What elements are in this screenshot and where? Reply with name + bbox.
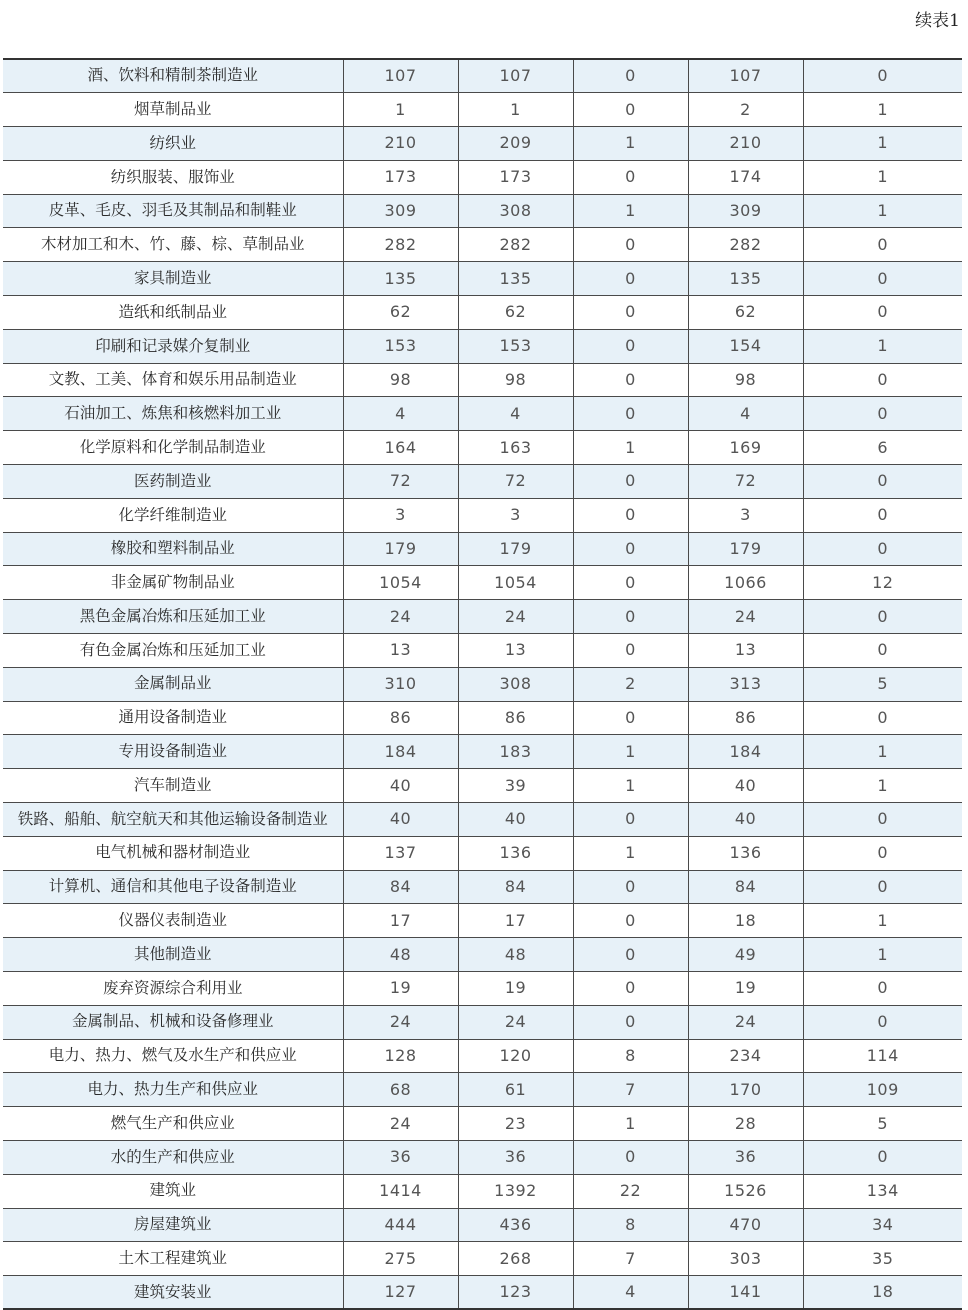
value-cell-col4: 184 (688, 735, 803, 769)
industry-name-cell: 燃气生产和供应业 (3, 1107, 343, 1141)
value-cell-col2: 173 (458, 160, 573, 194)
value-cell-col3: 0 (573, 160, 688, 194)
value-cell-col4: 169 (688, 431, 803, 465)
value-cell-col5: 0 (803, 870, 962, 904)
value-cell-col2: 1 (458, 93, 573, 127)
value-cell-col1: 17 (343, 904, 458, 938)
value-cell-col2: 3 (458, 498, 573, 532)
value-cell-col2: 98 (458, 363, 573, 397)
value-cell-col4: 470 (688, 1208, 803, 1242)
industry-name-cell: 化学纤维制造业 (3, 498, 343, 532)
value-cell-col2: 308 (458, 667, 573, 701)
value-cell-col1: 48 (343, 938, 458, 972)
value-cell-col4: 3 (688, 498, 803, 532)
industry-name-cell: 医药制造业 (3, 465, 343, 499)
value-cell-col5: 109 (803, 1073, 962, 1107)
industry-name-cell: 家具制造业 (3, 262, 343, 296)
value-cell-col5: 0 (803, 228, 962, 262)
industry-name-cell: 皮革、毛皮、羽毛及其制品和制鞋业 (3, 194, 343, 228)
value-cell-col3: 1 (573, 735, 688, 769)
table-row (3, 1039, 962, 1073)
industry-name-cell: 水的生产和供应业 (3, 1141, 343, 1175)
value-cell-col2: 282 (458, 228, 573, 262)
table-body (3, 59, 962, 1309)
value-cell-col2: 36 (458, 1141, 573, 1175)
value-cell-col1: 127 (343, 1276, 458, 1310)
value-cell-col2: 84 (458, 870, 573, 904)
value-cell-col3: 0 (573, 600, 688, 634)
value-cell-col1: 153 (343, 329, 458, 363)
value-cell-col4: 141 (688, 1276, 803, 1310)
value-cell-col2: 1392 (458, 1174, 573, 1208)
industry-name-cell: 化学原料和化学制品制造业 (3, 431, 343, 465)
table-row (3, 972, 962, 1006)
value-cell-col4: 62 (688, 296, 803, 330)
table-row (3, 600, 962, 634)
value-cell-col5: 0 (803, 363, 962, 397)
value-cell-col3: 0 (573, 972, 688, 1006)
value-cell-col2: 209 (458, 127, 573, 161)
value-cell-col5: 34 (803, 1208, 962, 1242)
value-cell-col4: 136 (688, 836, 803, 870)
value-cell-col3: 0 (573, 93, 688, 127)
value-cell-col1: 24 (343, 1107, 458, 1141)
value-cell-col3: 1 (573, 836, 688, 870)
value-cell-col1: 1 (343, 93, 458, 127)
value-cell-col2: 123 (458, 1276, 573, 1310)
industry-name-cell: 印刷和记录媒介复制业 (3, 329, 343, 363)
value-cell-col1: 137 (343, 836, 458, 870)
value-cell-col5: 5 (803, 667, 962, 701)
table-row (3, 667, 962, 701)
value-cell-col5: 1 (803, 735, 962, 769)
value-cell-col4: 309 (688, 194, 803, 228)
table-row (3, 59, 962, 93)
value-cell-col5: 114 (803, 1039, 962, 1073)
value-cell-col4: 2 (688, 93, 803, 127)
value-cell-col5: 1 (803, 127, 962, 161)
value-cell-col5: 0 (803, 59, 962, 93)
value-cell-col5: 5 (803, 1107, 962, 1141)
value-cell-col5: 0 (803, 803, 962, 837)
industry-name-cell: 有色金属冶炼和压延加工业 (3, 634, 343, 668)
value-cell-col1: 128 (343, 1039, 458, 1073)
value-cell-col2: 19 (458, 972, 573, 1006)
value-cell-col4: 107 (688, 59, 803, 93)
value-cell-col1: 62 (343, 296, 458, 330)
value-cell-col3: 7 (573, 1073, 688, 1107)
value-cell-col2: 39 (458, 769, 573, 803)
industry-name-cell: 废弃资源综合利用业 (3, 972, 343, 1006)
value-cell-col2: 86 (458, 701, 573, 735)
value-cell-col5: 6 (803, 431, 962, 465)
table-row (3, 296, 962, 330)
value-cell-col4: 13 (688, 634, 803, 668)
value-cell-col5: 1 (803, 904, 962, 938)
industry-name-cell: 金属制品业 (3, 667, 343, 701)
table-row (3, 532, 962, 566)
table-row (3, 93, 962, 127)
table-row (3, 329, 962, 363)
value-cell-col1: 173 (343, 160, 458, 194)
industry-name-cell: 通用设备制造业 (3, 701, 343, 735)
value-cell-col4: 179 (688, 532, 803, 566)
data-table-container (3, 58, 962, 1310)
value-cell-col2: 4 (458, 397, 573, 431)
value-cell-col1: 1414 (343, 1174, 458, 1208)
value-cell-col5: 134 (803, 1174, 962, 1208)
industry-name-cell: 纺织业 (3, 127, 343, 161)
value-cell-col1: 107 (343, 59, 458, 93)
value-cell-col1: 3 (343, 498, 458, 532)
value-cell-col5: 1 (803, 194, 962, 228)
value-cell-col3: 22 (573, 1174, 688, 1208)
value-cell-col1: 40 (343, 803, 458, 837)
value-cell-col3: 0 (573, 1141, 688, 1175)
value-cell-col3: 0 (573, 397, 688, 431)
value-cell-col1: 310 (343, 667, 458, 701)
industry-name-cell: 其他制造业 (3, 938, 343, 972)
value-cell-col5: 0 (803, 600, 962, 634)
value-cell-col5: 0 (803, 701, 962, 735)
industry-name-cell: 汽车制造业 (3, 769, 343, 803)
value-cell-col1: 40 (343, 769, 458, 803)
table-row (3, 634, 962, 668)
table-row (3, 701, 962, 735)
table-row (3, 1208, 962, 1242)
value-cell-col1: 13 (343, 634, 458, 668)
value-cell-col2: 120 (458, 1039, 573, 1073)
value-cell-col3: 0 (573, 329, 688, 363)
value-cell-col3: 0 (573, 465, 688, 499)
table-row (3, 904, 962, 938)
value-cell-col3: 4 (573, 1276, 688, 1310)
table-row (3, 566, 962, 600)
value-cell-col1: 184 (343, 735, 458, 769)
table-row (3, 1107, 962, 1141)
value-cell-col4: 24 (688, 600, 803, 634)
value-cell-col4: 154 (688, 329, 803, 363)
value-cell-col2: 62 (458, 296, 573, 330)
value-cell-col5: 0 (803, 397, 962, 431)
value-cell-col1: 24 (343, 1005, 458, 1039)
value-cell-col5: 0 (803, 532, 962, 566)
value-cell-col5: 0 (803, 1005, 962, 1039)
value-cell-col3: 8 (573, 1208, 688, 1242)
value-cell-col4: 49 (688, 938, 803, 972)
value-cell-col1: 4 (343, 397, 458, 431)
value-cell-col4: 40 (688, 803, 803, 837)
industry-name-cell: 酒、饮料和精制茶制造业 (3, 59, 343, 93)
table-row (3, 262, 962, 296)
value-cell-col3: 0 (573, 870, 688, 904)
table-row (3, 870, 962, 904)
industry-name-cell: 仪器仪表制造业 (3, 904, 343, 938)
industry-name-cell: 橡胶和塑料制品业 (3, 532, 343, 566)
value-cell-col4: 72 (688, 465, 803, 499)
table-row (3, 397, 962, 431)
value-cell-col1: 98 (343, 363, 458, 397)
value-cell-col5: 0 (803, 465, 962, 499)
value-cell-col5: 1 (803, 938, 962, 972)
value-cell-col1: 135 (343, 262, 458, 296)
industry-statistics-table (3, 58, 962, 1310)
table-row (3, 1276, 962, 1310)
value-cell-col4: 18 (688, 904, 803, 938)
value-cell-col1: 179 (343, 532, 458, 566)
value-cell-col5: 12 (803, 566, 962, 600)
value-cell-col5: 1 (803, 329, 962, 363)
value-cell-col2: 40 (458, 803, 573, 837)
value-cell-col4: 170 (688, 1073, 803, 1107)
value-cell-col1: 210 (343, 127, 458, 161)
industry-name-cell: 金属制品、机械和设备修理业 (3, 1005, 343, 1039)
value-cell-col3: 0 (573, 566, 688, 600)
industry-name-cell: 建筑安装业 (3, 1276, 343, 1310)
value-cell-col2: 183 (458, 735, 573, 769)
value-cell-col1: 84 (343, 870, 458, 904)
table-row (3, 1073, 962, 1107)
value-cell-col4: 1066 (688, 566, 803, 600)
table-row (3, 836, 962, 870)
table-row (3, 194, 962, 228)
value-cell-col5: 0 (803, 262, 962, 296)
industry-name-cell: 电力、热力生产和供应业 (3, 1073, 343, 1107)
table-row (3, 1005, 962, 1039)
industry-name-cell: 木材加工和木、竹、藤、棕、草制品业 (3, 228, 343, 262)
value-cell-col2: 136 (458, 836, 573, 870)
value-cell-col3: 8 (573, 1039, 688, 1073)
value-cell-col4: 174 (688, 160, 803, 194)
industry-name-cell: 非金属矿物制品业 (3, 566, 343, 600)
table-caption: 续表1 (915, 11, 960, 31)
value-cell-col4: 40 (688, 769, 803, 803)
value-cell-col3: 0 (573, 296, 688, 330)
value-cell-col2: 135 (458, 262, 573, 296)
value-cell-col4: 98 (688, 363, 803, 397)
industry-name-cell: 电气机械和器材制造业 (3, 836, 343, 870)
value-cell-col3: 0 (573, 363, 688, 397)
value-cell-col5: 1 (803, 769, 962, 803)
value-cell-col1: 24 (343, 600, 458, 634)
value-cell-col2: 268 (458, 1242, 573, 1276)
table-row (3, 1174, 962, 1208)
value-cell-col2: 24 (458, 600, 573, 634)
value-cell-col3: 0 (573, 262, 688, 296)
table-row (3, 431, 962, 465)
value-cell-col2: 436 (458, 1208, 573, 1242)
value-cell-col1: 36 (343, 1141, 458, 1175)
value-cell-col3: 1 (573, 127, 688, 161)
value-cell-col5: 0 (803, 972, 962, 1006)
value-cell-col5: 0 (803, 836, 962, 870)
value-cell-col4: 135 (688, 262, 803, 296)
industry-name-cell: 房屋建筑业 (3, 1208, 343, 1242)
value-cell-col3: 0 (573, 59, 688, 93)
value-cell-col3: 0 (573, 701, 688, 735)
table-row (3, 769, 962, 803)
value-cell-col3: 0 (573, 1005, 688, 1039)
value-cell-col2: 179 (458, 532, 573, 566)
value-cell-col5: 0 (803, 1141, 962, 1175)
industry-name-cell: 造纸和纸制品业 (3, 296, 343, 330)
value-cell-col5: 1 (803, 160, 962, 194)
value-cell-col1: 282 (343, 228, 458, 262)
value-cell-col4: 1526 (688, 1174, 803, 1208)
value-cell-col1: 444 (343, 1208, 458, 1242)
value-cell-col1: 309 (343, 194, 458, 228)
value-cell-col3: 1 (573, 1107, 688, 1141)
value-cell-col2: 13 (458, 634, 573, 668)
industry-name-cell: 计算机、通信和其他电子设备制造业 (3, 870, 343, 904)
value-cell-col2: 1054 (458, 566, 573, 600)
value-cell-col3: 7 (573, 1242, 688, 1276)
table-row (3, 363, 962, 397)
value-cell-col5: 18 (803, 1276, 962, 1310)
table-row (3, 1242, 962, 1276)
value-cell-col1: 72 (343, 465, 458, 499)
value-cell-col4: 234 (688, 1039, 803, 1073)
value-cell-col3: 2 (573, 667, 688, 701)
value-cell-col2: 61 (458, 1073, 573, 1107)
value-cell-col1: 164 (343, 431, 458, 465)
value-cell-col2: 308 (458, 194, 573, 228)
value-cell-col1: 19 (343, 972, 458, 1006)
value-cell-col5: 0 (803, 498, 962, 532)
value-cell-col3: 1 (573, 194, 688, 228)
industry-name-cell: 铁路、船舶、航空航天和其他运输设备制造业 (3, 803, 343, 837)
value-cell-col3: 0 (573, 803, 688, 837)
value-cell-col4: 4 (688, 397, 803, 431)
industry-name-cell: 石油加工、炼焦和核燃料加工业 (3, 397, 343, 431)
value-cell-col3: 0 (573, 532, 688, 566)
value-cell-col5: 1 (803, 93, 962, 127)
value-cell-col4: 28 (688, 1107, 803, 1141)
value-cell-col1: 86 (343, 701, 458, 735)
table-row (3, 127, 962, 161)
table-row (3, 160, 962, 194)
industry-name-cell: 纺织服装、服饰业 (3, 160, 343, 194)
industry-name-cell: 土木工程建筑业 (3, 1242, 343, 1276)
value-cell-col4: 210 (688, 127, 803, 161)
table-row (3, 803, 962, 837)
value-cell-col1: 1054 (343, 566, 458, 600)
table-row (3, 735, 962, 769)
value-cell-col5: 35 (803, 1242, 962, 1276)
table-row (3, 938, 962, 972)
value-cell-col4: 303 (688, 1242, 803, 1276)
value-cell-col4: 282 (688, 228, 803, 262)
table-row (3, 228, 962, 262)
value-cell-col2: 23 (458, 1107, 573, 1141)
value-cell-col4: 24 (688, 1005, 803, 1039)
value-cell-col2: 153 (458, 329, 573, 363)
industry-name-cell: 建筑业 (3, 1174, 343, 1208)
industry-name-cell: 烟草制品业 (3, 93, 343, 127)
value-cell-col2: 107 (458, 59, 573, 93)
value-cell-col3: 1 (573, 769, 688, 803)
value-cell-col3: 0 (573, 904, 688, 938)
industry-name-cell: 文教、工美、体育和娱乐用品制造业 (3, 363, 343, 397)
value-cell-col4: 86 (688, 701, 803, 735)
industry-name-cell: 黑色金属冶炼和压延加工业 (3, 600, 343, 634)
value-cell-col3: 0 (573, 228, 688, 262)
value-cell-col4: 313 (688, 667, 803, 701)
value-cell-col5: 0 (803, 634, 962, 668)
value-cell-col4: 84 (688, 870, 803, 904)
value-cell-col3: 0 (573, 498, 688, 532)
value-cell-col2: 17 (458, 904, 573, 938)
value-cell-col2: 163 (458, 431, 573, 465)
value-cell-col3: 0 (573, 634, 688, 668)
value-cell-col2: 48 (458, 938, 573, 972)
value-cell-col1: 68 (343, 1073, 458, 1107)
value-cell-col4: 19 (688, 972, 803, 1006)
value-cell-col2: 24 (458, 1005, 573, 1039)
industry-name-cell: 专用设备制造业 (3, 735, 343, 769)
value-cell-col1: 275 (343, 1242, 458, 1276)
value-cell-col4: 36 (688, 1141, 803, 1175)
table-row (3, 465, 962, 499)
industry-name-cell: 电力、热力、燃气及水生产和供应业 (3, 1039, 343, 1073)
value-cell-col2: 72 (458, 465, 573, 499)
value-cell-col5: 0 (803, 296, 962, 330)
table-row (3, 1141, 962, 1175)
value-cell-col3: 0 (573, 938, 688, 972)
table-row (3, 498, 962, 532)
value-cell-col3: 1 (573, 431, 688, 465)
